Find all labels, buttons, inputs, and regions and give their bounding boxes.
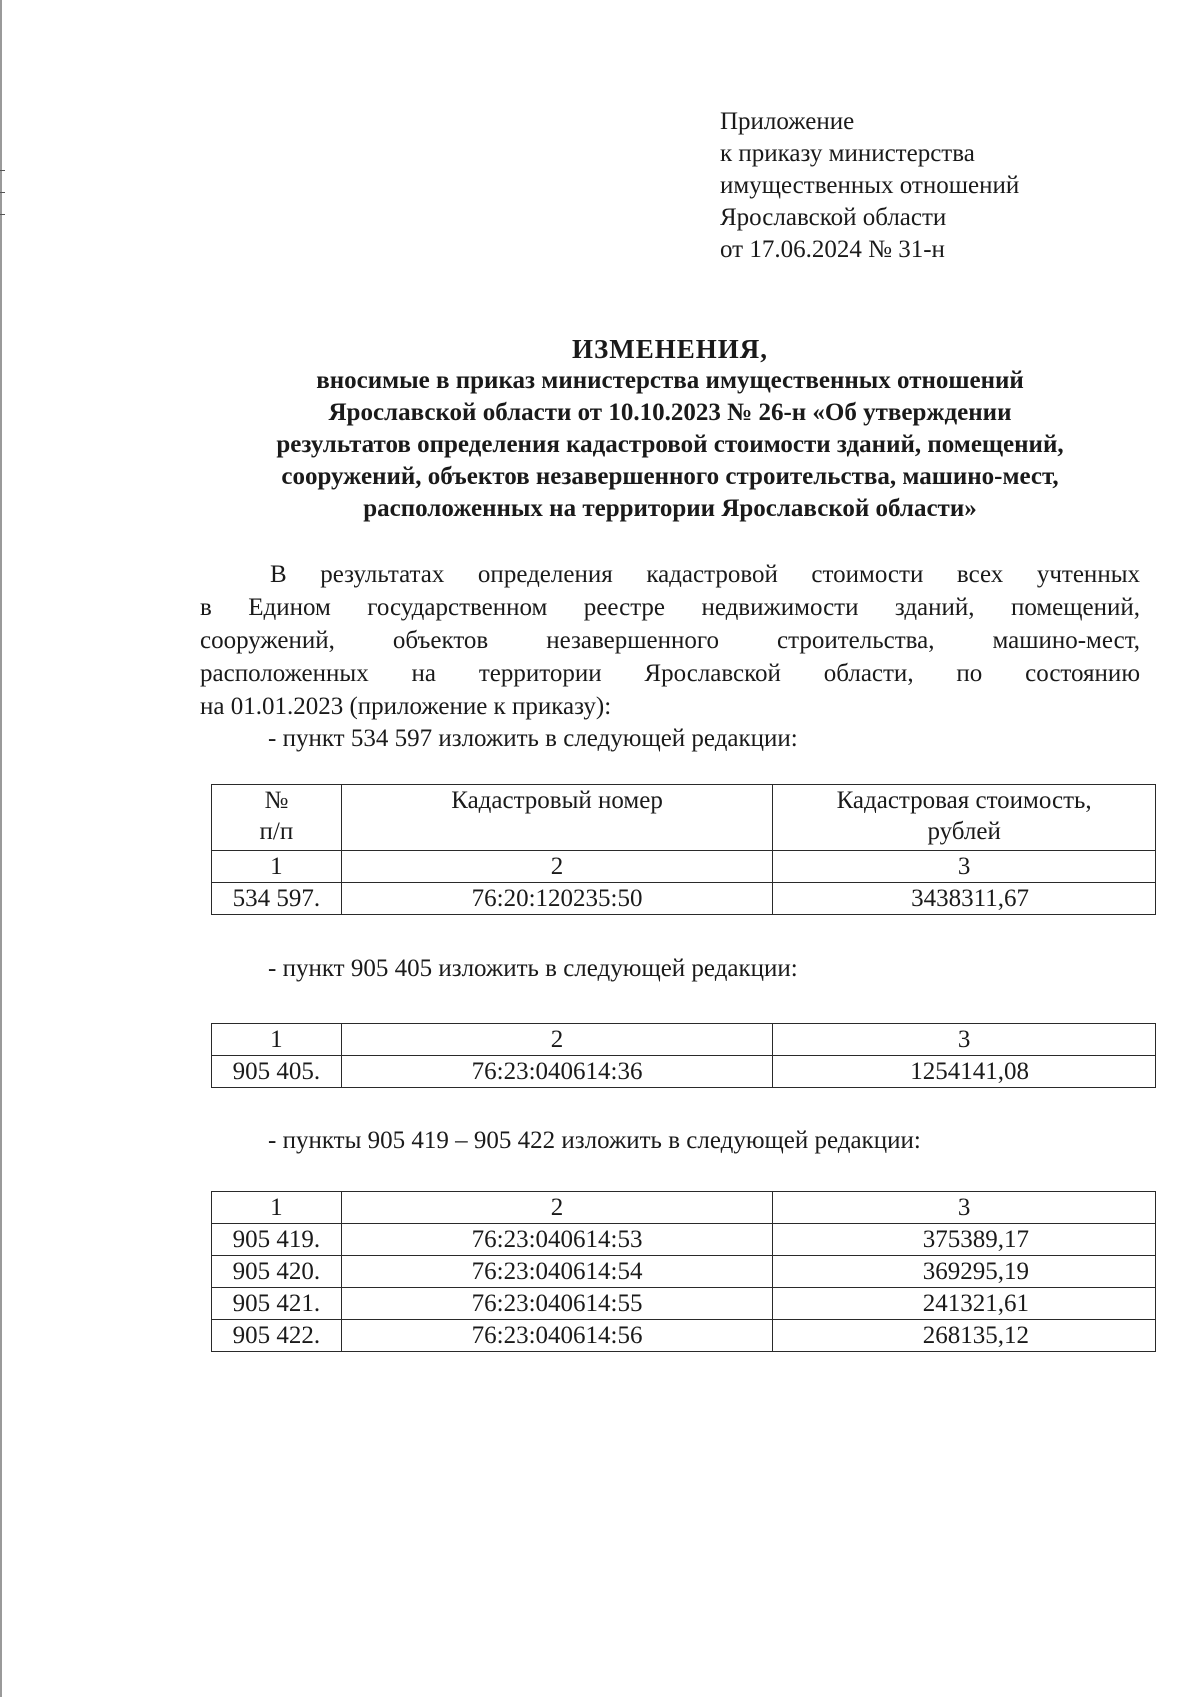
heading-line: вносимые в приказ министерства имущественных отношений: [316, 367, 1024, 394]
body-line: на 01.01.2023 (приложение к приказу):: [200, 693, 612, 720]
header-cell-value: Кадастровая стоимость, рублей: [773, 785, 1156, 851]
document-heading: [200, 333, 1140, 525]
row-cadastral-number: 76:23:040614:55: [341, 1288, 772, 1320]
row-cadastral-value: 369295,19: [773, 1256, 1156, 1288]
table-numbering-row: [212, 1024, 1156, 1056]
row-cadastral-number: 76:20:120235:50: [341, 883, 772, 915]
numbering-cell: 1: [212, 851, 342, 883]
body-paragraph: [200, 558, 1140, 723]
row-cadastral-value: 1254141,08: [773, 1056, 1156, 1088]
table-numbering-row: [212, 1192, 1156, 1224]
numbering-cell: 2: [341, 1024, 772, 1056]
heading-line: результатов определения кадастровой стоимости зданий, помещений,: [276, 431, 1064, 458]
row-number: 905 421.: [212, 1288, 342, 1320]
cadastral-table: [211, 784, 1156, 915]
scan-edge: [0, 0, 2, 1697]
row-cadastral-value: 268135,12: [773, 1320, 1156, 1352]
body-line: в Едином государственном реестре недвижимости зданий, помещений,: [200, 594, 1140, 621]
table-row: [212, 1256, 1156, 1288]
approval-line: к приказу министерства: [720, 140, 975, 167]
numbering-cell: 1: [212, 1024, 342, 1056]
row-cadastral-number: 76:23:040614:54: [341, 1256, 772, 1288]
table-numbering-row: [212, 851, 1156, 883]
approval-line: от 17.06.2024 № 31-н: [720, 236, 945, 263]
row-number: 905 405.: [212, 1056, 342, 1088]
scan-mark: [0, 214, 5, 215]
table-row: [212, 1224, 1156, 1256]
heading-line: расположенных на территории Ярославской области»: [363, 495, 977, 522]
table-row: [212, 883, 1156, 915]
row-number: 534 597.: [212, 883, 342, 915]
row-cadastral-value: 241321,61: [773, 1288, 1156, 1320]
scan-mark: [0, 192, 5, 193]
approval-block: [720, 106, 1160, 266]
scan-mark: [0, 170, 5, 171]
header-cell-number: № п/п: [212, 785, 342, 851]
numbering-cell: 3: [773, 851, 1156, 883]
table-header-row: [212, 785, 1156, 851]
row-number: 905 422.: [212, 1320, 342, 1352]
numbering-cell: 3: [773, 1024, 1156, 1056]
approval-line: имущественных отношений: [720, 172, 1020, 199]
section-intro: - пункт 905 405 изложить в следующей редакции:: [268, 955, 798, 982]
document-title: ИЗМЕНЕНИЯ,: [571, 334, 768, 364]
table-row: [212, 1288, 1156, 1320]
numbering-cell: 1: [212, 1192, 342, 1224]
body-line: сооружений, объектов незавершенного строительства, машино-мест,: [200, 627, 1140, 654]
section-intro: - пункт 534 597 изложить в следующей редакции:: [268, 725, 798, 752]
header-cell-cadastral: Кадастровый номер: [341, 785, 772, 851]
heading-line: сооружений, объектов незавершенного строительства, машино-мест,: [281, 463, 1059, 490]
approval-line: Ярославской области: [720, 204, 947, 231]
row-cadastral-number: 76:23:040614:53: [341, 1224, 772, 1256]
row-cadastral-value: 3438311,67: [773, 883, 1156, 915]
approval-line: Приложение: [720, 108, 855, 135]
numbering-cell: 3: [773, 1192, 1156, 1224]
cadastral-table: [211, 1023, 1156, 1088]
heading-line: Ярославской области от 10.10.2023 № 26-н «Об утверждении: [328, 399, 1012, 426]
row-cadastral-number: 76:23:040614:36: [341, 1056, 772, 1088]
row-cadastral-value: 375389,17: [773, 1224, 1156, 1256]
row-cadastral-number: 76:23:040614:56: [341, 1320, 772, 1352]
section-intro: - пункты 905 419 – 905 422 изложить в следующей редакции:: [268, 1127, 921, 1154]
body-line: В результатах определения кадастровой стоимости всех учтенных: [270, 561, 1140, 588]
numbering-cell: 2: [341, 851, 772, 883]
body-line: расположенных на территории Ярославской области, по состоянию: [200, 660, 1140, 687]
row-number: 905 420.: [212, 1256, 342, 1288]
table-row: [212, 1056, 1156, 1088]
cadastral-table: [211, 1191, 1156, 1352]
table-row: [212, 1320, 1156, 1352]
numbering-cell: 2: [341, 1192, 772, 1224]
row-number: 905 419.: [212, 1224, 342, 1256]
